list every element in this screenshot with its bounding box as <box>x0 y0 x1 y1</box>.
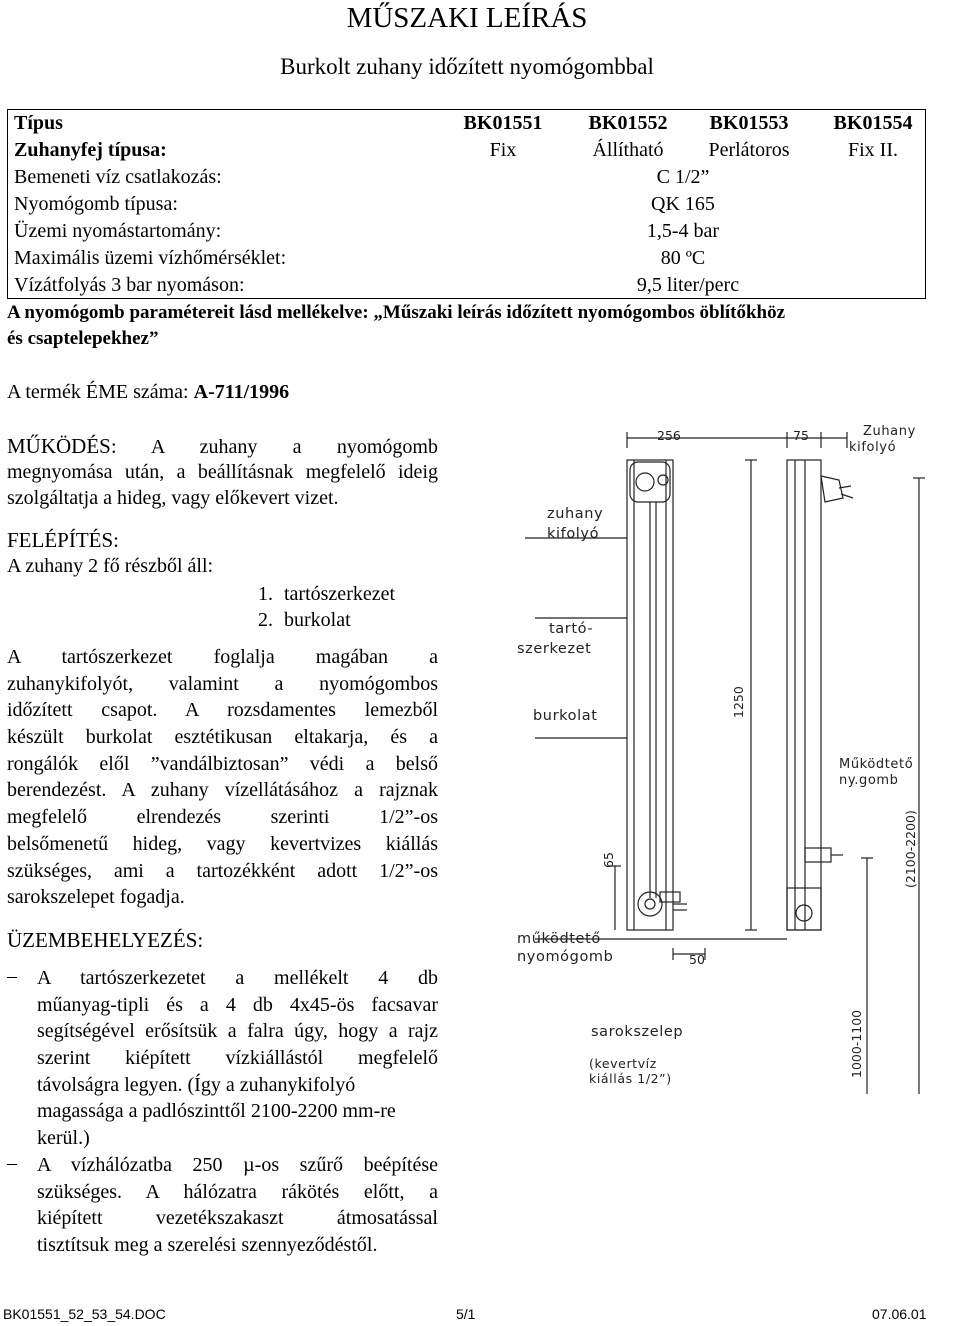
bullet-dash: – <box>7 965 17 987</box>
installation-heading: ÜZEMBEHELYEZÉS: <box>7 928 204 952</box>
spec-label: Vízátfolyás 3 bar nyomáson: <box>14 274 245 296</box>
model-cell: BK01553 <box>709 112 789 134</box>
operation-line: megnyomása után, a beállításnak megfelelő ideig <box>7 461 438 483</box>
model-cell: BK01552 <box>588 112 668 134</box>
spec-label: Nyomógomb típusa: <box>14 193 178 215</box>
structure-intro: A zuhany 2 fő részből áll: <box>7 555 214 577</box>
spec-value: QK 165 <box>651 193 715 215</box>
shower-head-cell: Fix <box>489 139 517 161</box>
label-button-right: ny.gomb <box>839 773 899 788</box>
description-line: rongálók elől ”vandálbiztosan” védi a belső <box>7 752 438 775</box>
label-outlet-size: kiállás 1/2”) <box>589 1071 672 1086</box>
structure-heading: FELÉPÍTÉS: <box>7 528 120 552</box>
model-cell: BK01554 <box>833 112 913 134</box>
shower-head-cell: Perlátoros <box>708 139 790 161</box>
technical-drawing <box>505 418 945 1094</box>
footer-page: 5/1 <box>456 1306 476 1322</box>
dim-75: 75 <box>793 428 809 443</box>
part-text: tartószerkezet <box>284 583 396 605</box>
label-angle-valve: sarokszelep <box>591 1024 684 1040</box>
description-line: belsőmenetű hideg, vagy kevertvizes kiállás <box>7 832 438 855</box>
structure-part <box>258 609 351 632</box>
bullet-line: A tartószerkezetet a mellékelt 4 db <box>37 967 438 989</box>
spec-label: Üzemi nyomástartomány: <box>14 220 222 242</box>
dim-1250: 1250 <box>731 686 746 718</box>
description-line: sarokszelepet fogadja. <box>7 886 185 909</box>
footer-filename: BK01551_52_53_54.DOC <box>3 1306 166 1322</box>
installation-bullet <box>37 1152 438 1259</box>
part-number: 2. <box>258 609 273 631</box>
description-line: zuhanykifolyót, valamint a nyomógombos <box>7 672 438 695</box>
label-cover: burkolat <box>533 708 598 724</box>
description-line: időzített csapot. A rozsdamentes lemezből <box>7 699 438 722</box>
footer-date: 07.06.01 <box>872 1306 927 1322</box>
spec-table <box>7 109 926 299</box>
parameters-note-line: A nyomógomb paramétereit lásd mellékelve: „Műszaki leírás időzített nyomógombos öblítőkhöz <box>7 302 786 323</box>
label-frame-2: szerkezet <box>517 641 592 657</box>
operation-first-line <box>7 433 438 459</box>
spec-value: 9,5 liter/perc <box>636 274 740 296</box>
bullet-line: magassága a padlószinttől 2100-2200 mm-re <box>37 1100 396 1123</box>
eme-label: A termék ÉME száma: <box>7 381 189 403</box>
shower-head-cell: Állítható <box>592 139 664 161</box>
description-line: készült burkolat esztétikusan eltakarja, és a <box>7 726 438 749</box>
part-number: 1. <box>258 583 273 605</box>
eme-number <box>7 381 289 404</box>
dim-1000-1100: 1000-1100 <box>849 1009 864 1078</box>
spec-value: 1,5-4 bar <box>646 220 720 242</box>
spec-value: C 1/2” <box>656 166 710 188</box>
eme-value: A-711/1996 <box>193 381 290 403</box>
bullet-line: kiépített vezetékszakaszt átmosatással <box>37 1207 438 1230</box>
bullet-line: tisztítsuk meg a szerelési szennyeződéstől. <box>37 1234 378 1257</box>
structure-description <box>7 644 438 911</box>
operation-text: A zuhany a nyomógomb <box>150 436 438 458</box>
part-text: burkolat <box>284 609 351 631</box>
description-line: megfelelő elrendezés szerinti 1/2”-os <box>7 806 438 829</box>
label-shower-right: Zuhany <box>863 424 916 439</box>
dim-256: 256 <box>657 428 681 443</box>
shower-head-cell: Fix II. <box>848 139 898 161</box>
operation-line: szolgáltatja a hideg, vagy előkevert vizet. <box>7 487 339 509</box>
bullet-line: szerint kiépített vízkiállástól megfelelő <box>37 1047 438 1070</box>
spec-row <box>8 272 925 299</box>
parameters-note-line: és csaptelepekhez” <box>7 328 159 349</box>
spec-row <box>8 191 925 218</box>
bullet-dash: – <box>7 1152 17 1174</box>
bullet-line: szükséges. A hálózatra rákötés előtt, a <box>37 1180 438 1203</box>
spec-value: 80 ºC <box>660 247 706 269</box>
spec-row <box>8 164 925 191</box>
bullet-line: segítségével erősítsük a falra úgy, hogy a rajz <box>37 1020 438 1043</box>
bullet-line: távolságra legyen. (Így a zuhanykifolyó <box>37 1073 356 1096</box>
spec-label: Maximális üzemi vízhőmérséklet: <box>14 247 287 269</box>
spec-label: Bemeneti víz csatlakozás: <box>14 166 222 188</box>
model-cell: BK01551 <box>463 112 543 134</box>
shower-head-label: Zuhanyfej típusa: <box>14 139 167 161</box>
table-header-row <box>8 110 925 137</box>
shower-head-row <box>8 137 925 164</box>
label-mixed-water: (kevertvíz <box>589 1056 657 1071</box>
label-frame-1: tartó- <box>549 621 594 637</box>
label-outlet-right: kifolyó <box>849 440 897 455</box>
description-line: szükséges, ami a tartozékként adott 1/2”-os <box>7 859 438 882</box>
bullet-line: műanyag-tipli és a 4 db 4x45-ös facsavar <box>37 993 438 1016</box>
label-outlet: kifolyó <box>547 526 600 542</box>
operation-section <box>7 433 438 511</box>
description-line: berendezést. A zuhany vízellátásához a rajznak <box>7 779 438 802</box>
type-label: Típus <box>14 112 63 134</box>
dim-2100-2200: (2100-2200) <box>903 810 918 888</box>
description-line: A tartószerkezet foglalja magában a <box>7 646 438 668</box>
document-subtitle: Burkolt zuhany időzített nyomógombbal <box>280 54 654 79</box>
spec-row <box>8 245 925 272</box>
label-shower: zuhany <box>547 506 604 522</box>
label-actuator: működtető <box>517 931 601 947</box>
label-pushbutton: nyomógomb <box>517 949 614 965</box>
dim-50: 50 <box>689 952 705 967</box>
document-title: MŰSZAKI LEÍRÁS <box>346 2 588 34</box>
label-actuator-right: Működtető <box>839 757 914 772</box>
structure-part <box>258 583 395 606</box>
installation-bullet <box>37 965 438 1152</box>
bullet-line: kerül.) <box>37 1127 90 1150</box>
bullet-line: A vízhálózatba 250 µ-os szűrő beépítése <box>37 1154 438 1176</box>
operation-heading: MŰKÖDÉS: <box>7 434 117 458</box>
dim-65: 65 <box>601 852 616 868</box>
spec-row <box>8 218 925 245</box>
